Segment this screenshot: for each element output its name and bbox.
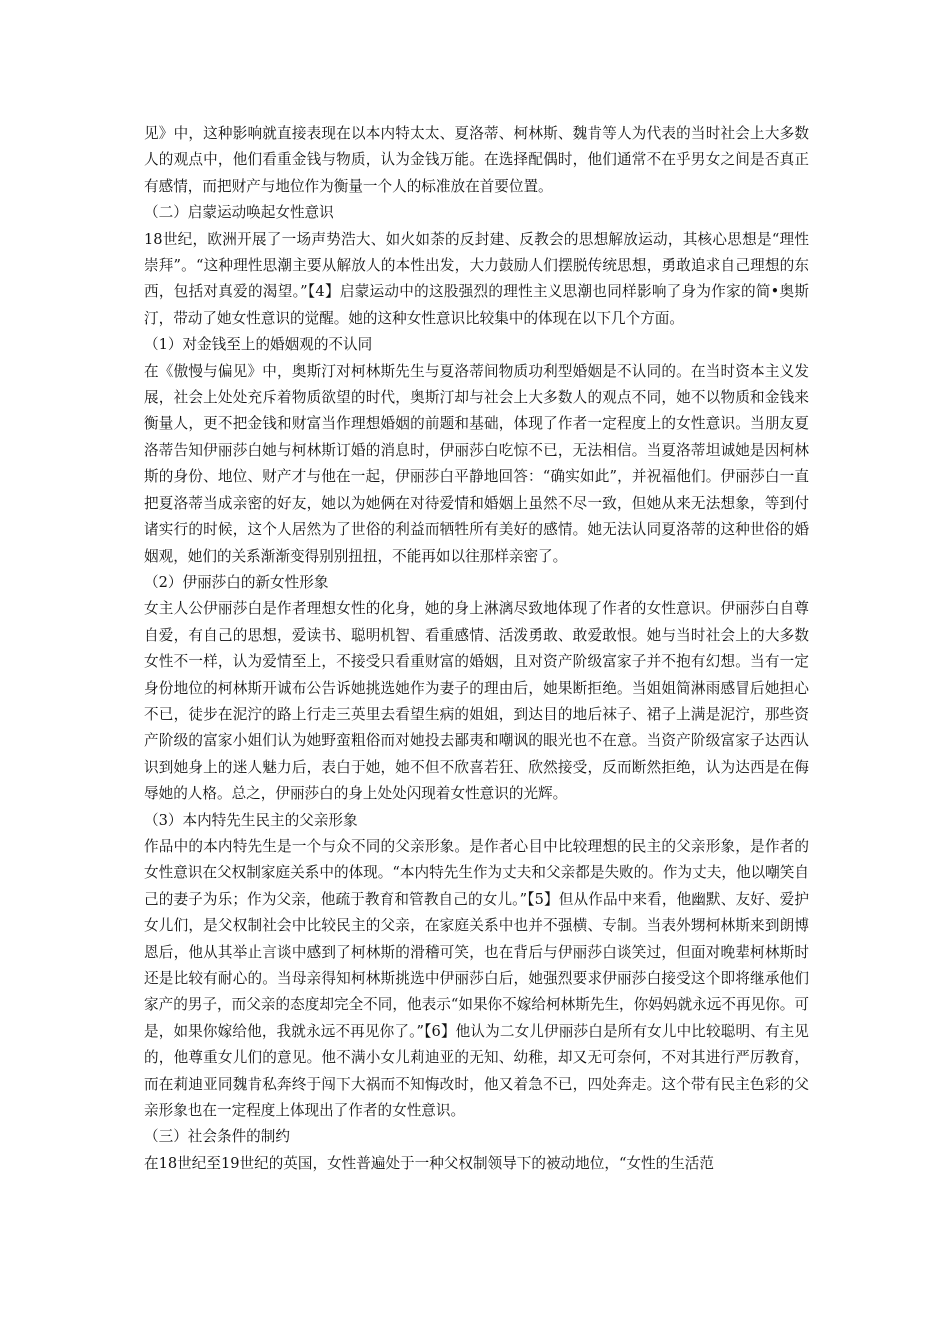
paragraph-father-image: 作品中的本内特先生是一个与众不同的父亲形象。是作者心目中比较理想的民主的父亲形象，是作者的女性意识在父权制家庭关系中的体现。“本内特先生作为丈夫和父亲都是失败的。作为丈夫，他以嘲笑自己的妻子为乐；作为父亲，他疏于教育和管教自己的女儿。”【5】但从作品中来看，他幽默、友好、爱护女儿们，是父权制社会中比较民主的父亲，在家庭关系中也并不强横、专制。当表外甥柯林斯来到朗博恩后，他从其举止言谈中感到了柯林斯的滑稽可笑，也在背后与伊丽莎白谈笑过，但面对晚辈柯林斯时还是比较有耐心的。当母亲得知柯林斯挑选中伊丽莎白后，她强烈要求伊丽莎白接受这个即将继承他们家产的男子，而父亲的态度却完全不同，他表示“如果你不嫁给柯林斯先生，你妈妈就永远不再见你。可是，如果你嫁给他，我就永远不再见你了。”【6】他认为二女儿伊丽莎白是所有女儿中比较聪明、有主见的，他尊重女儿们的意见。他不满小女儿莉迪亚的无知、幼稚，却又无可奈何，不对其进行严厉教育，而在莉迪亚同魏肯私奔终于闯下大祸而不知悔改时，他又着急不已，四处奔走。这个带有民主色彩的父亲形象也在一定程度上体现出了作者的女性意识。 [144, 837, 809, 1120]
section-heading-enlightenment: （二）启蒙运动唤起女性意识 [144, 204, 334, 222]
document-page [144, 121, 809, 1177]
section-heading-social-conditions: （三）社会条件的制约 [144, 1128, 290, 1146]
subheading-new-woman: （2）伊丽莎白的新女性形象 [144, 573, 329, 591]
paragraph-money-marriage: 在《傲慢与偏见》中，奥斯汀对柯林斯先生与夏洛蒂间物质功利型婚姻是不认同的。在当时资本主义发展，社会上处处充斥着物质欲望的时代，奥斯汀却与社会上大多数人的观点不同，她不以物质和金钱来衡量人，更不把金钱和财富当作理想婚姻的前题和基础，体现了作者一定程度上的女性意识。当朋友夏洛蒂告知伊丽莎白她与柯林斯订婚的消息时，伊丽莎白吃惊不已，无法相信。当夏洛蒂坦诚她是因柯林斯的身份、地位、财产才与他在一起，伊丽莎白平静地回答：“确实如此”，并祝福他们。伊丽莎白一直把夏洛蒂当成亲密的好友，她以为她俩在对待爱情和婚姻上虽然不尽一致，但她从来无法想象，等到付诸实行的时候，这个人居然为了世俗的利益而牺牲所有美好的感情。她无法认同夏洛蒂的这种世俗的婚姻观，她们的关系渐渐变得别别扭扭，不能再如以往那样亲密了。 [144, 362, 809, 565]
paragraph-intro: 见》中，这种影响就直接表现在以本内特太太、夏洛蒂、柯林斯、魏肯等人为代表的当时社会上大多数人的观点中，他们看重金钱与物质，认为金钱万能。在选择配偶时，他们通常不在乎男女之间是否真正有感情，而把财产与地位作为衡量一个人的标准放在首要位置。 [144, 125, 809, 195]
paragraph-enlightenment: 18世纪，欧洲开展了一场声势浩大、如火如荼的反封建、反教会的思想解放运动，其核心思想是“理性崇拜”。“这种理性思潮主要从解放人的本性出发，大力鼓励人们摆脱传统思想，勇敢追求自己理想的东西，包括对真爱的渴望。”【4】启蒙运动中的这股强烈的理性主义思潮也同样影响了身为作家的简•奥斯汀，带动了她女性意识的觉醒。她的这种女性意识比较集中的体现在以下几个方面。 [144, 230, 809, 327]
subheading-money-marriage: （1）对金钱至上的婚姻观的不认同 [144, 336, 373, 354]
subheading-father-image: （3）本内特先生民主的父亲形象 [144, 811, 358, 829]
paragraph-social-conditions: 在18世纪至19世纪的英国，女性普遍处于一种父权制领导下的被动地位，“女性的生活范 [144, 1154, 714, 1172]
paragraph-new-woman: 女主人公伊丽莎白是作者理想女性的化身，她的身上淋漓尽致地体现了作者的女性意识。伊丽莎白自尊自爱，有自己的思想，爱读书、聪明机智、看重感情、活泼勇敢、敢爱敢恨。她与当时社会上的大多数女性不一样，认为爱情至上，不接受只看重财富的婚姻，且对资产阶级富家子并不抱有幻想。当有一定身份地位的柯林斯开诚布公告诉她挑选她作为妻子的理由后，她果断拒绝。当姐姐简淋雨感冒后她担心不已，徒步在泥泞的路上行走三英里去看望生病的姐姐，到达目的地后袜子、裙子上满是泥泞，那些资产阶级的富家小姐们认为她野蛮粗俗而对她投去鄙夷和嘲讽的眼光也不在意。当资产阶级富家子达西认识到她身上的迷人魅力后，表白于她，她不但不欣喜若狂、欣然接受，反而断然拒绝，认为达西是在侮辱她的人格。总之，伊丽莎白的身上处处闪现着女性意识的光辉。 [144, 600, 809, 803]
